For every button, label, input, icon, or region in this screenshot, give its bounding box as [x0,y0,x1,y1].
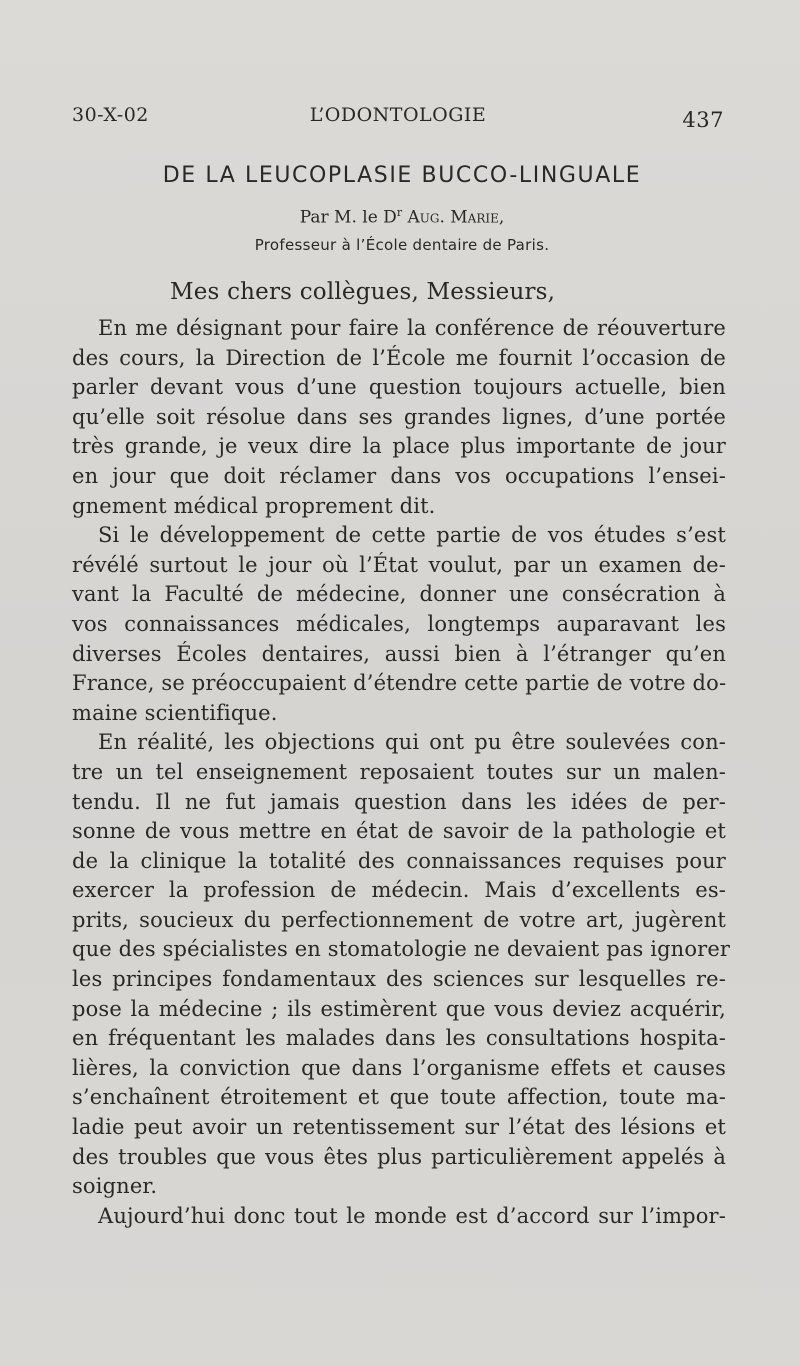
text-line: qu’elle soit résolue dans ses grandes lignes, d’une portée [72,404,726,429]
text-line: parler devant vous d’une question toujours actuelle, bien [72,375,726,400]
text-line: ladie peut avoir un retentissement sur l’état des lésions et [72,1115,726,1140]
text-line: France, se préoccupaient d’étendre cette partie de votre do- [72,671,727,696]
text-line: Si le développement de cette partie de vos études s’est [98,523,726,548]
page-number: 437 [682,108,724,132]
text-line: des cours, la Direction de l’École me fournit l’occasion de [72,345,726,370]
text-line: vant la Faculté de médecine, donner une consécration à [72,582,726,607]
text-line: En me désignant pour faire la conférence de réouverture [98,316,726,340]
text-line: maine scientifique. [72,700,278,725]
text-line: gnement médical proprement dit. [72,493,436,518]
text-line: en jour que doit réclamer dans vos occupations l’ensei- [72,463,726,488]
journal-name: L’ODONTOLOGIE [309,104,487,126]
text-line: diverses Écoles dentaires, aussi bien à l’étranger qu’en [72,641,726,666]
text-line: Aujourd’hui donc tout le monde est d’accord sur l’impor- [98,1203,726,1228]
running-head [72,104,724,136]
salutation: Mes chers collègues, Messieurs, [170,279,556,305]
text-line: les principes fondamentaux des sciences sur lesquelles re- [72,967,726,992]
text-line: très grande, je veux dire la place plus importante de jour [72,434,726,459]
text-line: des troubles que vous êtes plus particulièrement appelés à [72,1144,726,1169]
text-line: de la clinique la totalité des connaissances requises pour [72,848,726,873]
text-line: s’enchaînent étroitement et que toute affection, toute ma- [72,1085,726,1110]
article-title: DE LA LEUCOPLASIE BUCCO-LINGUALE [162,163,642,188]
text-line: pose la médecine ; ils estimèrent que vous deviez acquérir, [72,996,726,1021]
author-affiliation: Professeur à l’École dentaire de Paris. [254,236,550,254]
text-line: vos connaissances médicales, longtemps auparavant les [72,611,726,636]
text-line: exercer la profession de médecin. Mais d’excellents es- [72,878,726,903]
text-line: En réalité, les objections qui ont pu être soulevées con- [98,730,726,755]
text-line: tre un tel enseignement reposaient toutes sur un malen- [72,759,726,784]
byline-prefix: Par M. le D [299,207,397,228]
text-line: en fréquentant les malades dans les consultations hospita- [72,1026,726,1051]
text-line: que des spécialistes en stomatologie ne devaient pas ignorer [72,937,731,962]
text-line: soigner. [72,1174,158,1199]
byline [72,206,732,228]
author-name: Aug. Marie, [407,207,505,228]
article-body [72,314,731,1231]
issue-date: 30-X-02 [72,104,149,126]
byline-superscript: r [396,206,403,219]
text-line: sonne de vous mettre en état de savoir de la pathologie et [72,819,726,844]
text-line: tendu. Il ne fut jamais question dans les idées de per- [72,789,726,814]
text-line: prits, soucieux du perfectionnement de votre art, jugèrent [72,907,726,932]
text-line: lières, la conviction que dans l’organisme effets et causes [72,1055,726,1080]
text-line: révélé surtout le jour où l’État voulut, par un examen de- [72,552,726,577]
